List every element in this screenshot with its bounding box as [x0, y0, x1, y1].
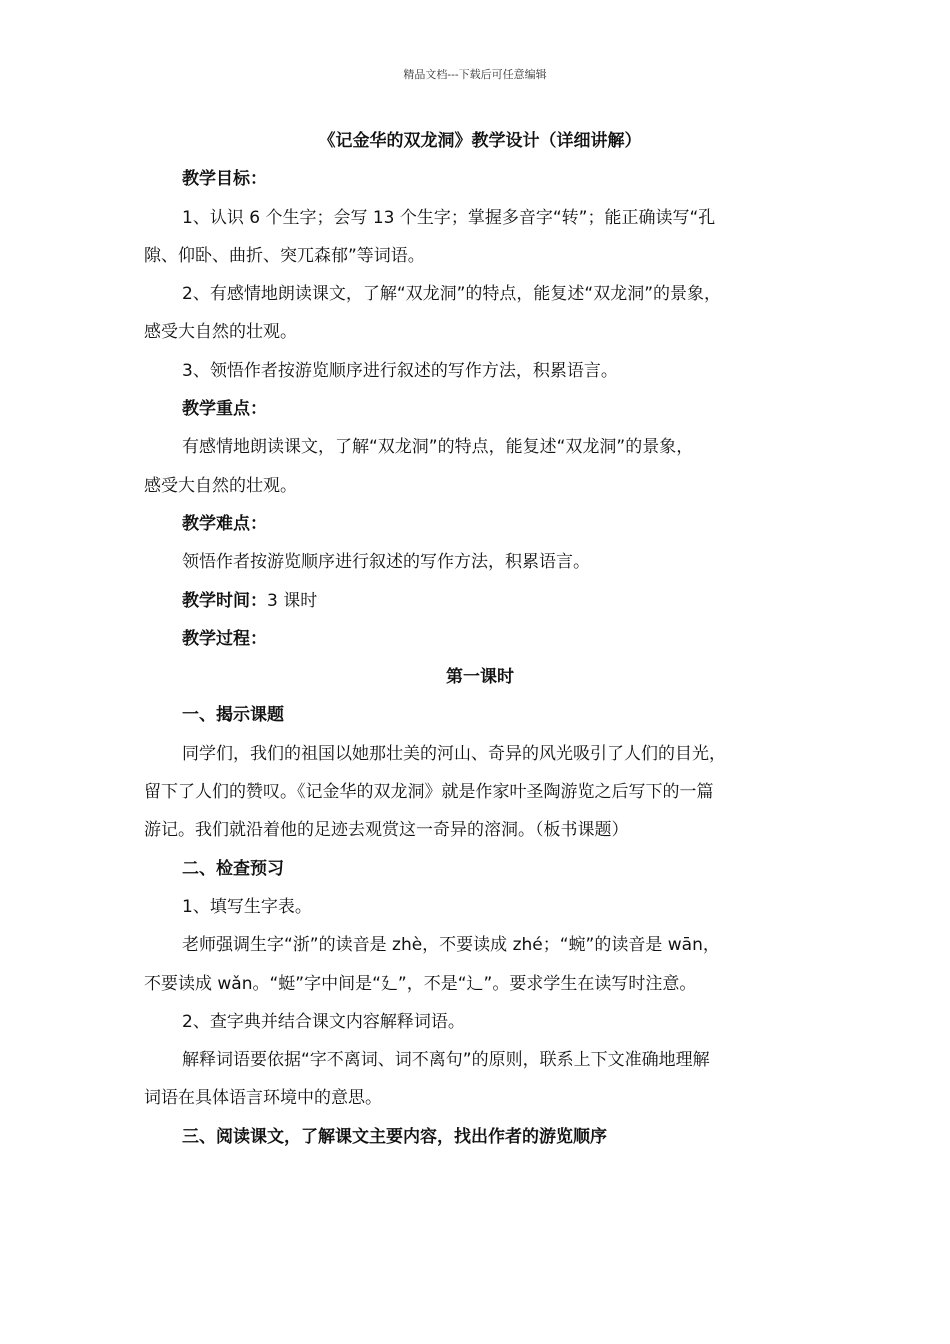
section-2-item-1-note-line-1: 老师强调生字“浙”的读音是 zhè，不要读成 zhé；“蜿”的读音是 wān， [182, 935, 720, 956]
document-title: 《记金华的双龙洞》教学设计（详细讲解） [318, 131, 642, 151]
objective-item-2-line-1: 2、有感情地朗读课文，了解“双龙洞”的特点，能复述“双龙洞”的景象， [182, 284, 722, 305]
section-1-heading: 一、揭示课题 [182, 705, 284, 726]
key-points-line-2: 感受大自然的壮观。 [144, 475, 297, 496]
section-2-item-1-note-line-2: 不要读成 wǎn。“蜓”字中间是“廴”，不是“辶”。要求学生在读写时注意。 [144, 973, 697, 994]
key-points-line-1: 有感情地朗读课文，了解“双龙洞”的特点，能复述“双龙洞”的景象， [182, 437, 694, 458]
teaching-time-heading: 教学时间： [182, 590, 267, 611]
objective-item-1-line-2: 隙、仰卧、曲折、突兀森郁”等词语。 [144, 245, 425, 266]
difficulties-heading: 教学难点： [182, 513, 267, 534]
section-2-item-2: 2、查字典并结合课文内容解释词语。 [182, 1011, 465, 1032]
objective-item-1-line-1: 1、认识 6 个生字；会写 13 个生字；掌握多音字“转”；能正确读写“孔 [182, 207, 716, 228]
teaching-time [144, 582, 816, 620]
section-1-line-2: 留下了人们的赞叹。《记金华的双龙洞》就是作家叶圣陶游览之后写下的一篇 [144, 782, 714, 803]
objective-item-2-line-2: 感受大自然的壮观。 [144, 322, 297, 343]
section-2-item-2-note-line-2: 词语在具体语言环境中的意思。 [144, 1088, 382, 1109]
key-points-heading: 教学重点： [182, 399, 267, 420]
teaching-time-value: 3 课时 [267, 590, 318, 611]
section-3-heading: 三、阅读课文，了解课文主要内容，找出作者的游览顺序 [182, 1126, 607, 1147]
objectives-heading: 教学目标： [182, 169, 267, 190]
process-heading: 教学过程： [182, 628, 267, 649]
section-2-item-2-note-line-1: 解释词语要依据“字不离词、词不离句”的原则，联系上下文准确地理解 [182, 1050, 710, 1071]
objective-item-3: 3、领悟作者按游览顺序进行叙述的写作方法，积累语言。 [182, 360, 618, 381]
section-1-line-1: 同学们，我们的祖国以她那壮美的河山、奇异的风光吸引了人们的目光， [182, 743, 726, 764]
difficulties-line-1: 领悟作者按游览顺序进行叙述的写作方法，积累语言。 [182, 552, 590, 573]
section-1-line-3: 游记。我们就沿着他的足迹去观赏这一奇异的溶洞。（板书课题） [144, 820, 629, 841]
lesson-1-title: 第一课时 [446, 667, 514, 688]
section-2-heading: 二、检查预习 [182, 858, 284, 879]
page-header-note: 精品文档---下载后可任意编辑 [403, 68, 547, 81]
document-body [144, 122, 816, 1156]
section-2-item-1: 1、填写生字表。 [182, 896, 312, 917]
